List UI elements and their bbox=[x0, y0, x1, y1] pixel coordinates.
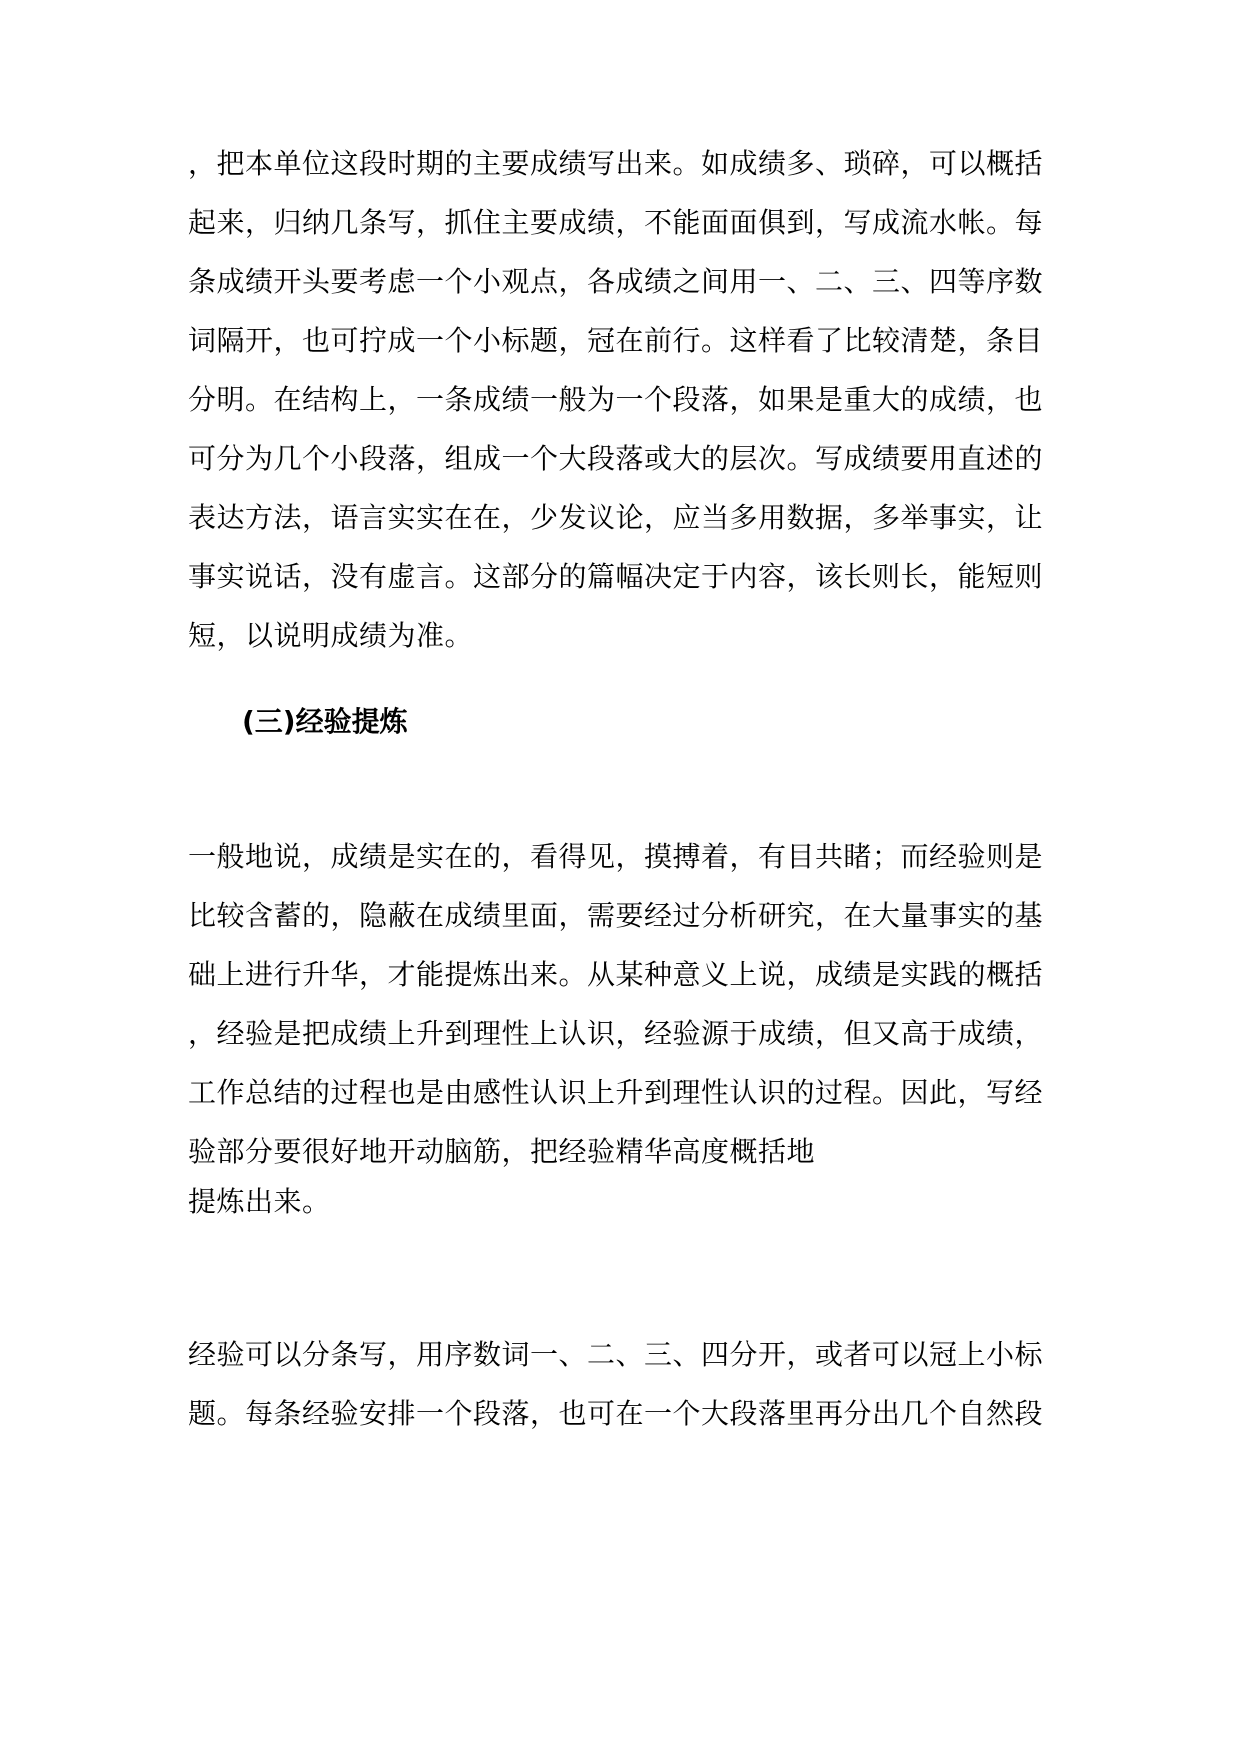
text-line: 工作总结的过程也是由感性认识上升到理性认识的过程。因此，写经 bbox=[188, 1076, 1044, 1109]
text-line: 条成绩开头要考虑一个小观点，各成绩之间用一、二、三、四等序数 bbox=[188, 265, 1044, 298]
text-line: 词隔开，也可拧成一个小标题，冠在前行。这样看了比较清楚，条目 bbox=[188, 324, 1044, 357]
text-line: 题。每条经验安排一个段落，也可在一个大段落里再分出几个自然段 bbox=[188, 1397, 1044, 1430]
text-line: 可分为几个小段落，组成一个大段落或大的层次。写成绩要用直述的 bbox=[188, 442, 1044, 475]
text-line: ，把本单位这段时期的主要成绩写出来。如成绩多、琐碎，可以概括 bbox=[188, 147, 1044, 180]
text-line: 比较含蓄的，隐蔽在成绩里面，需要经过分析研究，在大量事实的基 bbox=[188, 899, 1044, 932]
text-line: 短，以说明成绩为准。 bbox=[188, 619, 474, 652]
text-line: 础上进行升华，才能提炼出来。从某种意义上说，成绩是实践的概括 bbox=[188, 958, 1044, 991]
text-line: 表达方法，语言实实在在，少发议论，应当多用数据，多举事实，让 bbox=[188, 501, 1044, 534]
text-line: 起来，归纳几条写，抓住主要成绩，不能面面俱到，写成流水帐。每 bbox=[188, 206, 1044, 239]
text-line: ，经验是把成绩上升到理性上认识，经验源于成绩，但又高于成绩， bbox=[188, 1017, 1044, 1050]
text-line: 事实说话，没有虚言。这部分的篇幅决定于内容，该长则长，能短则 bbox=[188, 560, 1044, 593]
text-line: 提炼出来。 bbox=[188, 1185, 331, 1218]
text-line: 分明。在结构上，一条成绩一般为一个段落，如果是重大的成绩，也 bbox=[188, 383, 1044, 416]
section-heading: (三)经验提炼 bbox=[242, 705, 408, 738]
text-line: 验部分要很好地开动脑筋，把经验精华高度概括地 bbox=[188, 1135, 816, 1168]
text-line: 经验可以分条写，用序数词一、二、三、四分开，或者可以冠上小标 bbox=[188, 1338, 1044, 1371]
text-line: 一般地说，成绩是实在的，看得见，摸搏着，有目共睹；而经验则是 bbox=[188, 840, 1044, 873]
